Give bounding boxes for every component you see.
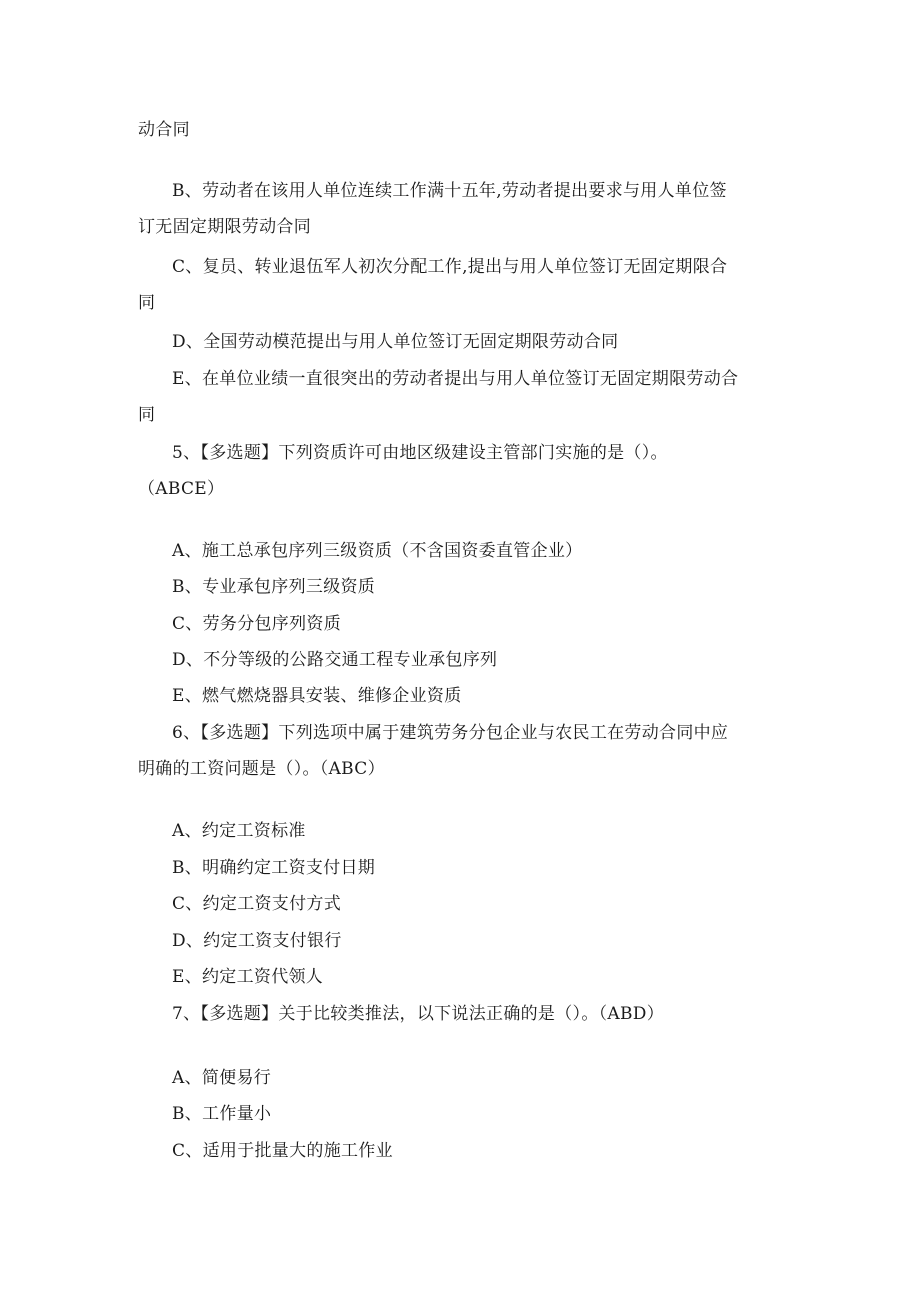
- option-d-line: D、不分等级的公路交通工程专业承包序列: [172, 650, 498, 670]
- option-c-line: C、适用于批量大的施工作业: [172, 1141, 393, 1161]
- option-e-line: E、在单位业绩一直很突出的劳动者提出与用人单位签订无固定期限劳动合: [172, 369, 739, 389]
- option-c-line: C、复员、转业退伍军人初次分配工作,提出与用人单位签订无固定期限合: [172, 257, 728, 277]
- option-e-line: E、燃气燃烧器具安装、维修企业资质: [172, 686, 462, 706]
- option-d-line: D、全国劳动模范提出与用人单位签订无固定期限劳动合同: [172, 332, 619, 352]
- option-a-line: A、简便易行: [172, 1068, 272, 1088]
- option-b-line: B、劳动者在该用人单位连续工作满十五年,劳动者提出要求与用人单位签: [172, 181, 727, 201]
- question-7: 7、【多选题】关于比较类推法，以下说法正确的是（）。（ABD）: [172, 1004, 665, 1024]
- option-c-line: C、劳务分包序列资质: [172, 614, 342, 634]
- option-b-line: B、明确约定工资支付日期: [172, 858, 376, 878]
- option-a-line: A、施工总承包序列三级资质（不含国资委直管企业）: [172, 541, 583, 561]
- option-c-line: C、约定工资支付方式: [172, 894, 342, 914]
- answer-6: 明确的工资问题是（）。（ABC）: [138, 759, 385, 779]
- question-5: 5、【多选题】下列资质许可由地区级建设主管部门实施的是（）。: [172, 443, 668, 463]
- text-line: 订无固定期限劳动合同: [138, 217, 311, 237]
- answer-5: （ABCE）: [138, 479, 225, 499]
- option-b-line: B、工作量小: [172, 1104, 272, 1124]
- option-e-line: E、约定工资代领人: [172, 967, 324, 987]
- question-6: 6、【多选题】下列选项中属于建筑劳务分包企业与农民工在劳动合同中应: [172, 723, 729, 743]
- text-line: 动合同: [138, 120, 190, 140]
- text-line: 同: [138, 293, 156, 313]
- text-line: 同: [138, 405, 156, 425]
- option-a-line: A、约定工资标准: [172, 821, 306, 841]
- option-d-line: D、约定工资支付银行: [172, 931, 342, 951]
- option-b-line: B、专业承包序列三级资质: [172, 577, 376, 597]
